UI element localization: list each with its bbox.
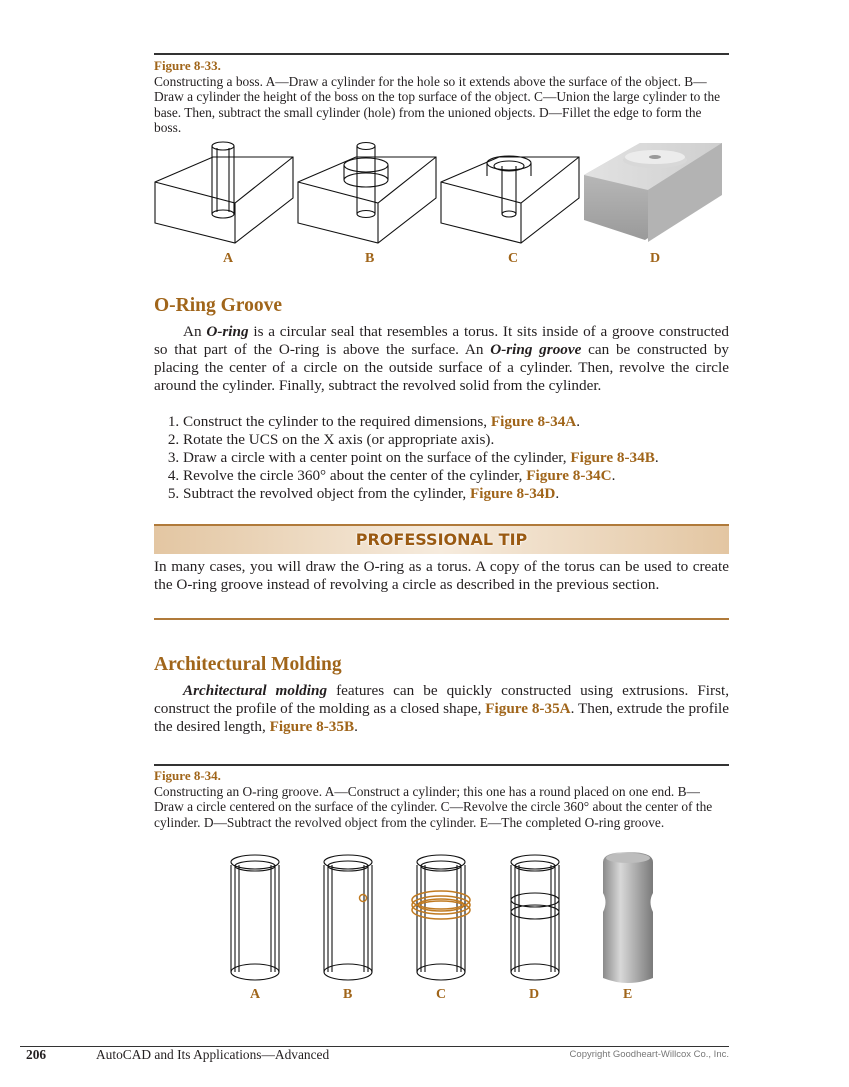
key-term: O-ring groove	[490, 341, 582, 358]
figure-reference-link[interactable]: Figure 8-35A	[485, 700, 571, 717]
panel-letter: A	[223, 251, 234, 266]
text-run: .	[354, 718, 358, 735]
section-heading-oring: O-Ring Groove	[154, 295, 283, 316]
panel-e-shaded-cylinder	[603, 852, 653, 983]
panel-letter: A	[250, 987, 261, 1002]
figure-label: Figure 8-34.	[154, 768, 221, 783]
text-run: .	[654, 449, 659, 466]
cylinder-top-edge	[324, 855, 372, 869]
panel-letter: E	[623, 987, 633, 1002]
figure-reference-link[interactable]: Figure 8-34D	[470, 485, 556, 502]
panel-letter: B	[343, 987, 353, 1002]
tip-title: PROFESSIONAL TIP	[355, 530, 528, 549]
figure-reference-link[interactable]: Figure 8-34B	[570, 449, 655, 466]
panel-letter: D	[650, 251, 661, 266]
panel-b-circle	[360, 895, 367, 902]
figure-reference-link[interactable]: Figure 8-35B	[269, 718, 355, 735]
cylinder-bottom-edge	[324, 964, 372, 980]
cylinder-bottom-edge	[231, 964, 279, 980]
panel-letter: C	[508, 251, 519, 266]
cylinder-bottom-edge	[511, 964, 559, 980]
text-run: Draw a circle with a center point on the surface of the cylinder,	[183, 449, 571, 466]
text-run: . Then, extrude the profile the desired length,	[154, 700, 730, 735]
text-run: .	[555, 485, 560, 502]
book-title: AutoCAD and Its Applications—Advanced	[96, 1047, 330, 1062]
panel-letter: B	[365, 251, 375, 266]
tip-text: In many cases, you will draw the O-ring as a torus. A copy of the torus can be used to create the O-ring groove instead of revolving a circle as described in the previous section.	[154, 558, 729, 593]
text-run: can be constructed by placing the center of a circle on the outside surface of a cylinder. Then, revolve the circle around the cylinder. Finally, subtract the revolved solid from the cylinder.	[154, 341, 730, 394]
text-run: features can be quickly constructed using extrusions. First, construct the profile of the molding as a closed shape,	[154, 682, 729, 717]
section-heading-molding: Architectural Molding	[154, 654, 342, 675]
cylinder-top-edge	[231, 855, 279, 869]
text-run: .	[611, 467, 616, 484]
text-run: is a circular seal that resembles a torus. It sits inside of a groove constructed so that part of the O-ring is above the surface. An	[154, 323, 730, 358]
text-run: Construct the cylinder to the required dimensions,	[183, 413, 491, 430]
copyright: Copyright Goodheart-Willcox Co., Inc.	[569, 1049, 729, 1060]
text-run: Revolve the circle 360° about the center of the cylinder,	[183, 467, 527, 484]
panel-letter: C	[436, 987, 447, 1002]
key-term: Architectural molding	[183, 682, 328, 699]
figure-caption: Constructing a boss. A—Draw a cylinder for the hole so it extends above the surface of the object. B—Draw a cylinder the height of the boss on the top surface of the object. C—Union the large cylinder to the base. Then, subtract the small cylinder (hole) from the unioned objects. D—Fillet the edge to form the boss.	[154, 74, 721, 136]
text-run: An	[183, 323, 207, 340]
text-run: Rotate the UCS on the X axis (or appropriate axis).	[183, 431, 495, 448]
figure-reference-link[interactable]: Figure 8-34C	[526, 467, 612, 484]
text-run: .	[576, 413, 581, 430]
cylinder-bottom-edge	[417, 964, 465, 980]
figure-reference-link[interactable]: Figure 8-34A	[490, 413, 577, 430]
cylinder-top-edge	[417, 855, 465, 869]
key-term: O-ring	[206, 323, 249, 340]
page-number: 206	[26, 1047, 47, 1062]
figure-label: Figure 8-33.	[154, 58, 221, 73]
text-run: Subtract the revolved object from the cylinder,	[183, 485, 471, 502]
panel-letter: D	[529, 987, 540, 1002]
figure-caption: Constructing an O-ring groove. A—Construct a cylinder; this one has a round placed on one end. B—Draw a circle centered on the surface of the cylinder. C—Revolve the circle 360° about the center of the cylinder. D—Subtract the revolved object from the cylinder. E—The completed O-ring groove.	[154, 784, 713, 830]
cylinder-top-edge	[511, 855, 559, 869]
